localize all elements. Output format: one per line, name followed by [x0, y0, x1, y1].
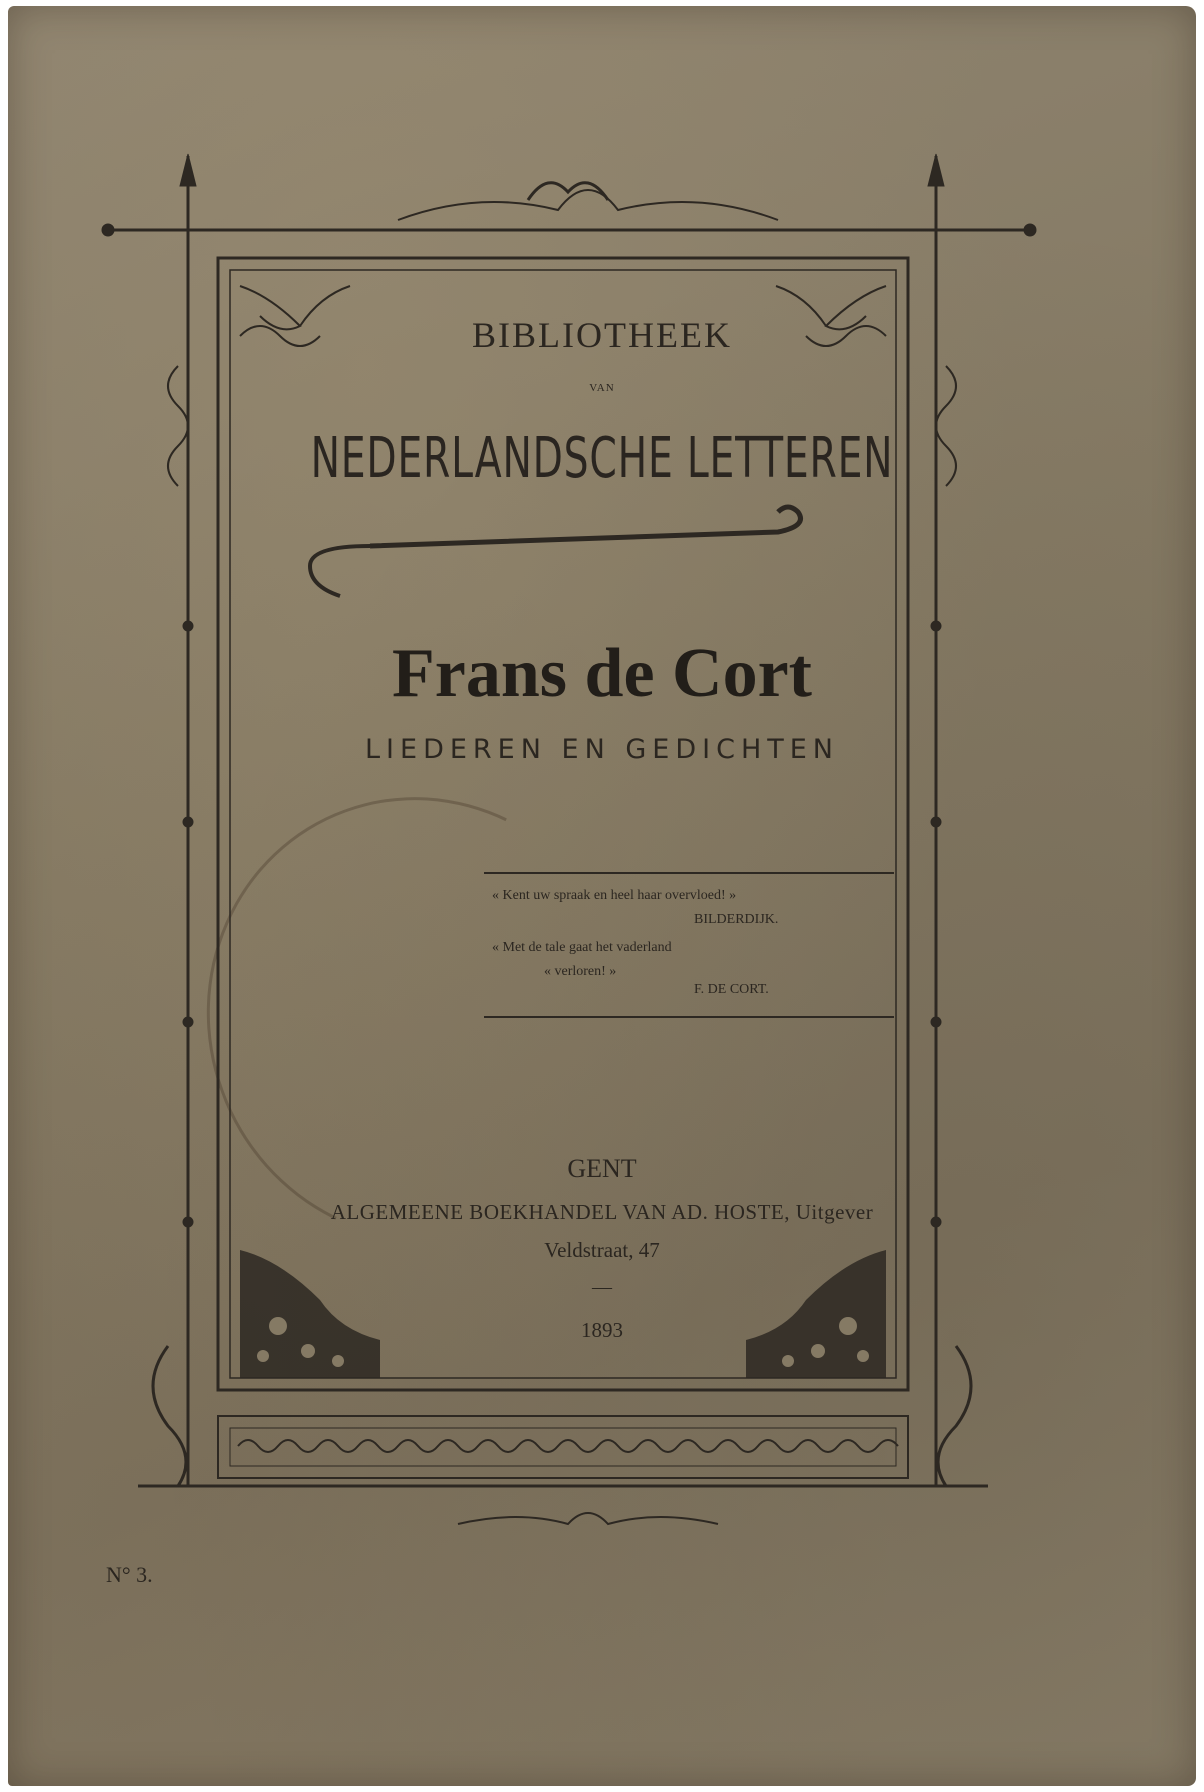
- epigraph-bottom-rule: [484, 1016, 894, 1018]
- series-collection: NEDERLANDSCHE LETTEREN: [310, 426, 894, 491]
- imprint-city: GENT: [567, 1154, 637, 1183]
- epigraph-top-rule: [484, 872, 894, 874]
- epigraph-attribution-1: BILDERDIJK.: [694, 912, 779, 927]
- series-title: BIBLIOTHEEK: [472, 315, 732, 355]
- epigraph: [484, 872, 894, 997]
- series-connector: VAN: [589, 382, 615, 394]
- epigraph-attribution-2: F. DE CORT.: [694, 982, 769, 997]
- epigraph-quote-2-line-1: « Met de tale gaat het vaderland: [492, 940, 672, 955]
- imprint-address: Veldstraat, 47: [544, 1238, 660, 1262]
- book-cover: [8, 6, 1196, 1786]
- imprint-year: 1893: [581, 1318, 623, 1342]
- book-subtitle: LIEDEREN EN GEDICHTEN: [365, 734, 839, 765]
- imprint-publisher: ALGEMEENE BOEKHANDEL VAN AD. HOSTE, Uitgever: [330, 1200, 874, 1224]
- epigraph-quote-1: « Kent uw spraak en heel haar overvloed! »: [492, 888, 737, 903]
- imprint-separator: —: [592, 1276, 612, 1298]
- volume-number: N° 3.: [106, 1562, 153, 1587]
- author-name: Frans de Cort: [392, 635, 812, 712]
- epigraph-quote-2-line-2: « verloren! »: [544, 964, 617, 979]
